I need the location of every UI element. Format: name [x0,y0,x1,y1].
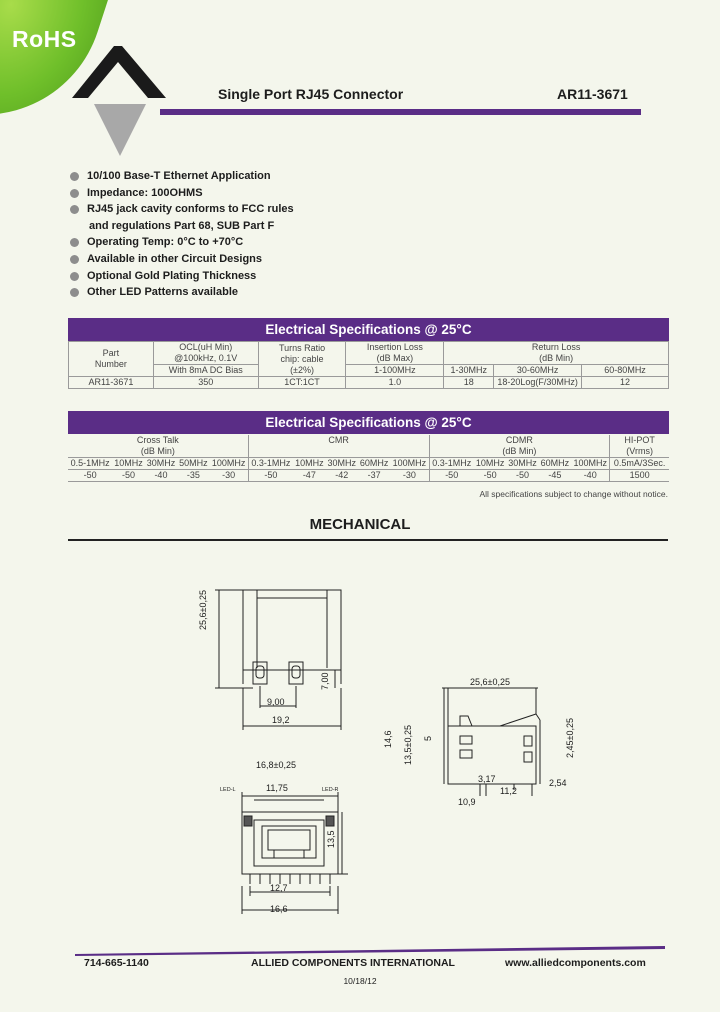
feature-item: Available in other Circuit Designs [70,251,294,268]
dim-side-112: 11,2 [500,786,517,796]
il-header: Insertion Loss (dB Max) [346,342,444,365]
bullet-icon [70,172,79,181]
frequency-cell: 100MHz [210,458,249,470]
dim-front-166: 16,6 [270,904,288,914]
part-header: Part Number [69,342,154,377]
frequency-cell: 30MHz [146,458,176,468]
value-cell: -50 [483,470,497,480]
frequency-cell: 10MHz [475,458,505,468]
rl-header: Return Loss (dB Min) [444,342,669,365]
value-cell: -37 [367,470,381,480]
feature-item: 10/100 Base-T Ethernet Application [70,168,294,185]
frequency-cell: 50MHz [179,458,208,468]
rl-sub: 60-80MHz [582,365,669,377]
cdmr-header: CDMR (dB Min) [429,435,610,458]
dim-side-5: 5 [423,735,433,741]
spec-table-1-title: Electrical Specifications @ 25°C [68,318,669,341]
footer-company: ALLIED COMPONENTS INTERNATIONAL [251,957,455,969]
feature-item: Impedance: 100OHMS [70,185,294,202]
led-right-label: LED-R [322,787,339,793]
value-cell: -47 [302,470,316,480]
spec-note: All specifications subject to change without notice. [479,489,668,499]
dim-side-317: 3,17 [478,774,496,784]
footer-website: www.alliedcomponents.com [505,957,646,969]
value-row [68,470,669,482]
dim-side-h2: 13,5±0,25 [403,725,413,765]
dim-front-top: 16,8±0,25 [256,760,296,770]
spec-table-1 [68,341,669,389]
part-number: AR11-3671 [557,86,628,102]
rl-sub: 30-60MHz [494,365,582,377]
frequency-cell: 100MHz [571,458,610,470]
frequency-cell: 10MHz [295,458,324,468]
ocl-header: OCL(uH Min) @100kHz, 0.1V [153,342,258,365]
top-view-drawing [205,588,355,733]
frequency-cell: 0.3-1MHz [432,458,472,468]
footer-phone: 714-665-1140 [84,957,149,969]
value-cell: -50 [83,470,97,480]
footer-bar [75,944,665,956]
value-cell: -50 [122,470,136,480]
dim-pitch: 9,00 [267,697,285,707]
value-cell: -42 [335,470,349,480]
spec-table-2 [68,435,669,482]
frequency-cell: 0.5-1MHz [70,458,110,468]
header-rule [160,109,641,115]
rl-sub: 1-30MHz [444,365,494,377]
front-view-drawing [230,790,350,920]
dim-side-109: 10,9 [458,797,476,807]
frequency-cell: 60MHz [540,458,570,468]
dim-side-254: 2,54 [549,778,567,788]
dim-front-127: 12,7 [270,883,288,893]
mechanical-title: MECHANICAL [309,516,411,533]
bullet-icon [70,238,79,247]
value-cell: -30 [390,470,429,482]
dim-side-h: 7,00 [320,672,330,690]
value-cell: -50 [445,470,459,480]
feature-list [70,168,294,301]
dim-height: 25,6±0,25 [198,590,208,630]
value-cell: 1500 [629,470,650,480]
dim-front-1175: 11,75 [266,783,288,793]
value-cell: -45 [548,470,562,480]
feature-item: RJ45 jack cavity conforms to FCC rules and regulations Part 68, SUB Part F [70,201,294,234]
feature-item: Optional Gold Plating Thickness [70,268,294,285]
frequency-cell: 0.5mA/3Sec. [613,458,666,468]
dim-side-245: 2,45±0,25 [565,718,575,758]
footer-date: 10/18/12 [343,976,377,986]
dim-width: 19,2 [272,715,290,725]
rohs-label: RoHS [12,26,77,52]
value-cell: -35 [186,470,200,480]
led-left-label: LED-L [220,787,236,793]
frequency-cell: 30MHz [327,458,356,468]
feature-item: Other LED Patterns available [70,284,294,301]
frequency-cell: 10MHz [114,458,143,468]
value-cell: -50 [516,470,530,480]
spec-table-2-title: Electrical Specifications @ 25°C [68,411,669,434]
crosstalk-header: Cross Talk (dB Min) [68,435,248,458]
bullet-icon [70,288,79,297]
frequency-row [68,458,669,470]
dim-front-135: 13,5 [326,830,336,848]
bullet-icon [70,205,79,214]
dim-side-len: 25,6±0,25 [470,677,510,687]
value-cell: -30 [210,470,249,482]
cmr-header: CMR [248,435,429,458]
dim-side-h1: 14,6 [383,730,393,748]
table-row: AR11-3671 350 1CT:1CT 1.0 18 18-20Log(F/30MHz) 12 [69,377,669,389]
bullet-icon [70,189,79,198]
frequency-cell: 60MHz [359,458,389,468]
value-cell: -40 [571,470,610,482]
turns-header: Turns Ratio chip: cable (±2%) [258,342,346,377]
bullet-icon [70,272,79,281]
bullet-icon [70,255,79,264]
feature-item: Operating Temp: 0°C to +70°C [70,234,294,251]
ocl-sub: With 8mA DC Bias [153,365,258,377]
frequency-cell: 100MHz [390,458,429,470]
il-sub: 1-100MHz [346,365,444,377]
company-logo [70,44,170,160]
hipot-header: HI-POT (Vrms) [624,435,655,456]
mechanical-rule [68,539,668,541]
side-view-drawing [440,680,550,810]
frequency-cell: 30MHz [508,458,537,468]
document-title: Single Port RJ45 Connector [218,86,404,102]
value-cell: -40 [154,470,168,480]
frequency-cell: 0.3-1MHz [251,458,291,468]
value-cell: -50 [264,470,278,480]
